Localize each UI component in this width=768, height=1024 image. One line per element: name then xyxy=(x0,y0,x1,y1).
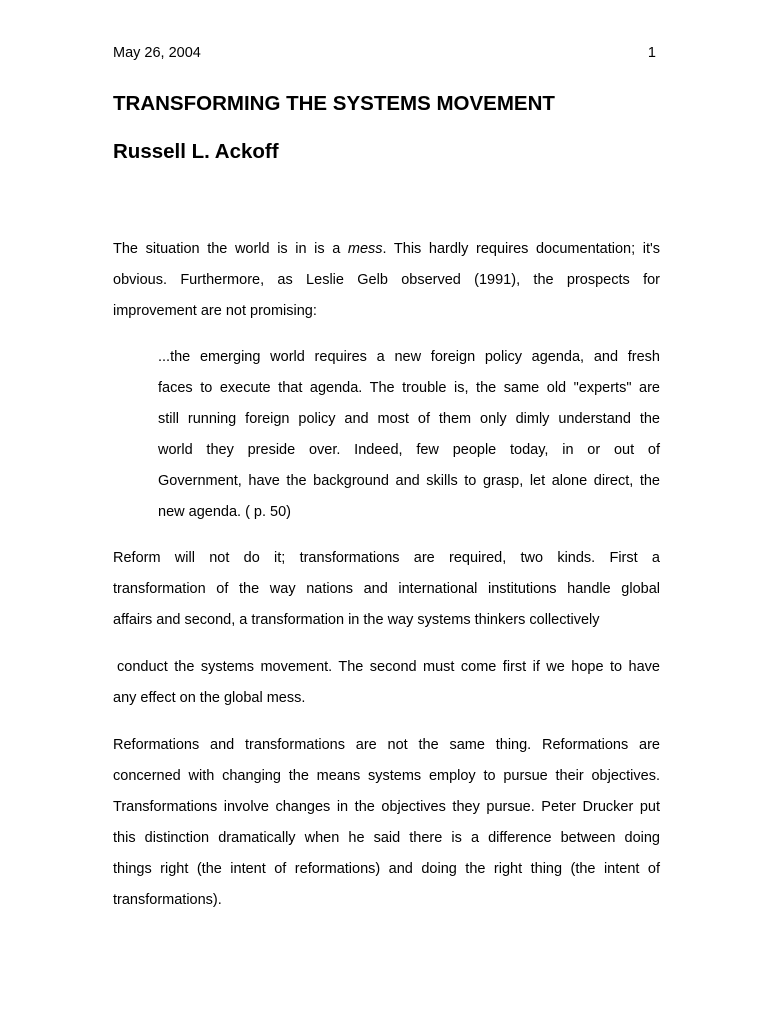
quote-line: ...the emerging world requires a new foreign policy agenda, and fresh xyxy=(158,349,660,365)
paragraph-line: transformation of the way nations and international institutions handle global xyxy=(113,581,660,597)
quote-line: Government, have the background and skills to grasp, let alone direct, the xyxy=(158,473,660,489)
paragraph-line: Reform will not do it; transformations are required, two kinds. First a xyxy=(113,550,660,566)
paragraph-intro xyxy=(113,234,660,327)
quote-line: faces to execute that agenda. The trouble is, the same old "experts" are xyxy=(158,380,660,396)
paragraph-line: affairs and second, a transformation in the way systems thinkers collectively xyxy=(113,612,600,628)
paragraph-continuation xyxy=(113,652,660,714)
paragraph-line: things right (the intent of reformations) and doing the right thing (the intent of xyxy=(113,861,660,877)
page-number: 1 xyxy=(647,45,656,61)
paragraph-line: this distinction dramatically when he said there is a difference between doing xyxy=(113,830,660,846)
emphasis-text: mess xyxy=(347,241,383,257)
text-span: . This hardly requires documentation; it's xyxy=(382,241,660,257)
page-header xyxy=(113,45,656,65)
paragraph-line: obvious. Furthermore, as Leslie Gelb observed (1991), the prospects for xyxy=(113,272,660,288)
block-quote xyxy=(158,342,660,528)
paragraph-line: Reformations and transformations are not the same thing. Reformations are xyxy=(113,737,660,753)
paragraph-line: conduct the systems movement. The second must come first if we hope to have xyxy=(117,659,660,675)
paragraph-line xyxy=(113,234,660,265)
paragraph-line: Transformations involve changes in the objectives they pursue. Peter Drucker put xyxy=(113,799,660,815)
paragraph-line: transformations). xyxy=(113,892,222,908)
quote-line: world they preside over. Indeed, few people today, in or out of xyxy=(158,442,660,458)
paragraph-line: improvement are not promising: xyxy=(113,303,317,319)
quote-line: still running foreign policy and most of them only dimly understand the xyxy=(158,411,660,427)
document-title: TRANSFORMING THE SYSTEMS MOVEMENT xyxy=(113,92,555,115)
paragraph-line: any effect on the global mess. xyxy=(113,690,306,706)
paragraph-line: concerned with changing the means systems employ to pursue their objectives. xyxy=(113,768,660,784)
text-span: The situation the world is in is a xyxy=(113,241,348,257)
paragraph-reformations xyxy=(113,730,660,916)
paragraph-reform xyxy=(113,543,660,636)
quote-line: new agenda. ( p. 50) xyxy=(158,504,292,520)
header-date: May 26, 2004 xyxy=(113,45,201,61)
document-author: Russell L. Ackoff xyxy=(113,140,279,163)
